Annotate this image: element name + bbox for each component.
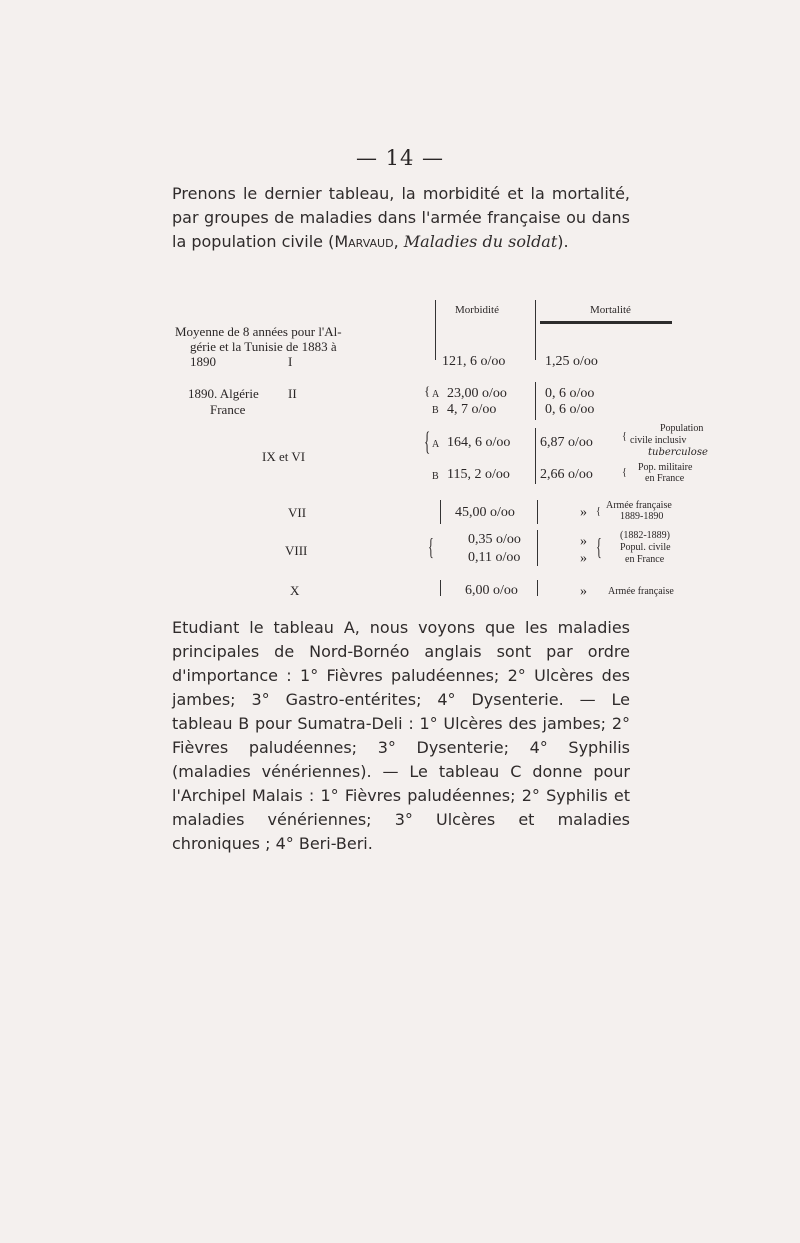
row1-brace: { <box>424 383 431 398</box>
intro-separator: , <box>393 232 404 251</box>
row1-label: 1890. Algérie <box>188 386 259 401</box>
row2-tag-b: B <box>432 471 439 482</box>
row2-tag-a: A <box>432 439 440 450</box>
body-paragraph: Etudiant le tableau A, nous voyons que les maladies principales de Nord-Bornéo anglais sont par ordre d'importance : 1° Fièvres paludéennes; 2° Ulcères des jambes; 3° Gastro-entérites; 4° Dysenterie. — Le tableau B pour Sumatra-Deli : 1° Ulcères des jambes; 2° Fièvres paludéennes; 3° Dysenterie; 4° Syphilis (maladies vénériennes). — Le tableau C donne pour l'Archipel Malais : 1° Fièvres paludéennes; 2° Syphilis et maladies vénériennes; 3° Ulcères et maladies chroniques ; 4° Beri-Beri. <box>172 618 630 853</box>
intro-text: Prenons le dernier tableau, la morbidité et la mortalité, par groupes de maladies dans l'armée française ou dans la population civile ( <box>172 184 630 251</box>
book-title: Maladies du soldat <box>403 232 558 251</box>
row1-tag-a: A <box>432 389 440 400</box>
row2-morbidite-a: 164, 6 o/oo <box>447 435 511 450</box>
row2-note-brace: { <box>622 431 627 442</box>
row5-mortalite: » <box>580 584 587 599</box>
row3-note: Armée française <box>606 500 672 511</box>
column-divider <box>537 580 538 596</box>
header-rule <box>540 321 672 324</box>
row1-tag-b: B <box>432 405 439 416</box>
row1-morbidite-b: 4, 7 o/oo <box>447 402 497 417</box>
row2-morbidite-b: 115, 2 o/oo <box>447 467 510 482</box>
row3-group: VII <box>288 505 307 520</box>
row1-mortalite-a: 0, 6 o/oo <box>545 386 595 401</box>
row2-note: tuberculose <box>648 447 708 458</box>
row2-mortalite-a: 6,87 o/oo <box>540 435 593 450</box>
column-divider <box>537 530 538 566</box>
column-divider <box>440 580 441 596</box>
header-morbidite: Morbidité <box>455 304 499 316</box>
header-mortalite: Mortalité <box>590 304 631 316</box>
column-divider <box>535 382 536 420</box>
row1-mortalite-b: 0, 6 o/oo <box>545 402 595 417</box>
row4-note: (1882-1889) <box>620 530 670 541</box>
column-divider <box>440 500 441 524</box>
row4-note-brace: { <box>596 535 602 561</box>
row4-note: en France <box>625 554 665 565</box>
row2-note: en France <box>645 473 685 484</box>
intro-paragraph <box>172 182 630 254</box>
row2-group: IX et VI <box>262 449 306 464</box>
column-divider <box>537 500 538 524</box>
row2-note: Pop. militaire <box>638 462 693 473</box>
row0-morbidite: 121, 6 o/oo <box>442 354 506 369</box>
row2-note: civile inclusiv <box>630 435 687 446</box>
row3-mortalite: » <box>580 505 587 520</box>
row1-group: II <box>288 386 297 401</box>
row3-note-brace: { <box>596 506 601 517</box>
row3-note: 1889-1890 <box>620 511 664 522</box>
row4-mortalite-b: » <box>580 551 587 566</box>
row4-morbidite-a: 0,35 o/oo <box>468 532 521 547</box>
intro-end: ). <box>557 232 569 251</box>
row0-group: I <box>288 354 293 369</box>
row2-mortalite-b: 2,66 o/oo <box>540 467 593 482</box>
column-divider <box>435 300 436 360</box>
row1-morbidite-a: 23,00 o/oo <box>447 386 507 401</box>
row2-note: Population <box>660 423 704 434</box>
row4-mortalite-a: » <box>580 534 587 549</box>
author-name: Marvaud <box>334 232 394 251</box>
row2-brace: { <box>424 427 431 456</box>
page-number: — 14 — <box>355 146 445 170</box>
row5-group: X <box>290 583 300 598</box>
row2-note-brace: { <box>622 467 627 478</box>
row4-group: VIII <box>285 543 308 558</box>
row0-label: gérie et la Tunisie de 1883 à <box>190 339 337 354</box>
row1-label: France <box>210 402 246 417</box>
row3-morbidite: 45,00 o/oo <box>455 505 515 520</box>
row5-morbidite: 6,00 o/oo <box>465 583 518 598</box>
row4-brace: { <box>428 535 434 561</box>
row0-mortalite: 1,25 o/oo <box>545 354 598 369</box>
column-divider <box>535 300 536 360</box>
row0-label: 1890 <box>190 354 216 369</box>
row0-label: Moyenne de 8 années pour l'Al- <box>175 324 342 339</box>
row5-note: Armée française <box>608 586 674 597</box>
row4-morbidite-b: 0,11 o/oo <box>468 550 521 565</box>
row4-note: Popul. civile <box>620 542 671 553</box>
column-divider <box>535 428 536 484</box>
